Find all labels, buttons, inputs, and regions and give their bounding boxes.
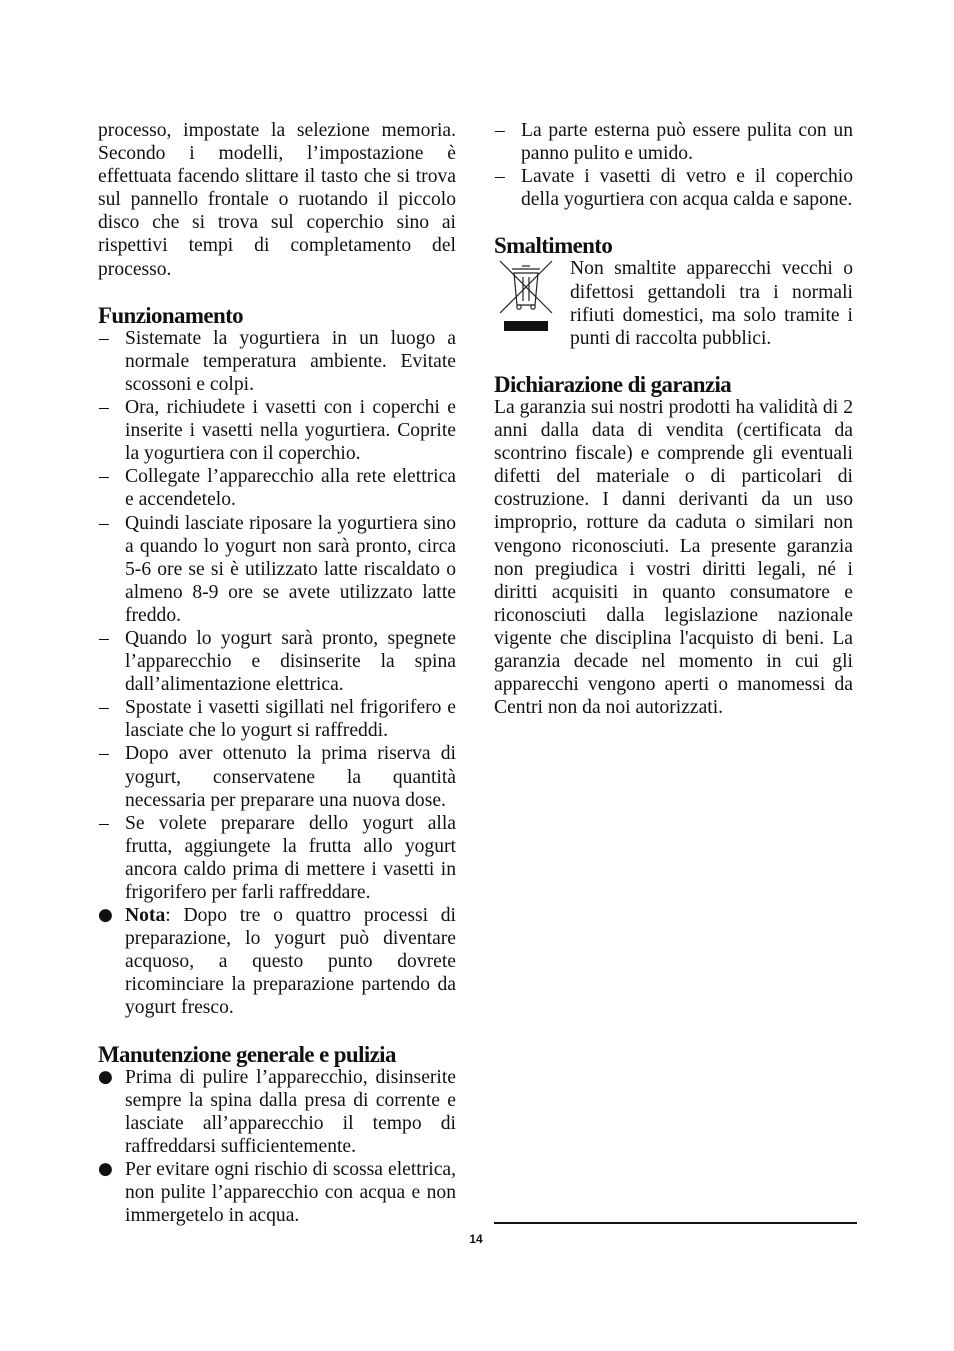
funzionamento-list (98, 327, 456, 1020)
list-item: – Dopo aver ottenuto la prima riserva di yogurt, conservatene la quantità necessaria per preparare una nuova dose. (99, 743, 456, 811)
garanzia-heading: Dichiarazione di garanzia (494, 371, 732, 397)
note-item (98, 904, 456, 1019)
garanzia-text: La garanzia sui nostri prodotti ha validità di 2 anni dalla data di vendita (certificata da scontrino fiscale) e comprende gli eventuali difetti del materiale o di particolari di costruzione. I danni derivanti da un uso improprio, rotture da caduta o similari non vengono riconosciuti. La presente garanzia non pregiudica i vostri diritti legali, né i diritti acquisiti in quanto consumatore e riconosciuti dalla legislazione nazionale vigente che disciplina l'acquisto di beni. La garanzia decade nel momento in cui gli apparecchi vengono aperti o manomessi da Centri non da noi autorizzati. (494, 396, 853, 719)
manutenzione-heading: Manutenzione generale e pulizia (98, 1041, 396, 1067)
list-item: – Se volete preparare dello yogurt alla frutta, aggiungete la frutta allo yogurt ancora caldo prima di mettere i vasetti in frigorifero per farli raffreddare. (99, 812, 456, 903)
smaltimento-text: Non smaltite apparecchi vecchi o difettosi gettandoli tra i normali rifiuti domestici, ma solo tramite i punti di raccolta pubblici. (570, 258, 853, 349)
list-item: – Lavate i vasetti di vetro e il coperchio della yogurtiera con acqua calda e sapone. (495, 166, 853, 211)
list-item: – Quindi lasciate riposare la yogurtiera sino a quando lo yogurt non sarà pronto, circa 5-6 ore se si è utilizzato latte riscaldato o almeno 8-9 ore se avete utilizzato latte freddo. (99, 512, 456, 626)
funzionamento-heading: Funzionamento (98, 302, 244, 328)
manutenzione-list (98, 1066, 456, 1228)
page-number: 14 (469, 1232, 483, 1246)
bullet-icon: ● (98, 1159, 113, 1180)
cleaning-list (494, 119, 853, 211)
bullet-icon: ● (98, 905, 113, 926)
list-item: – Sistemate la yogurtiera in un luogo a normale temperatura ambiente. Evitate scossoni e colpi. (99, 327, 456, 395)
smaltimento-heading: Smaltimento (494, 233, 613, 259)
crossed-out-wheelie-bin-icon (494, 257, 558, 341)
disposal-block (494, 257, 853, 349)
list-item: – Collegate l’apparecchio alla rete elettrica e accendetelo. (99, 466, 456, 511)
right-column (494, 119, 853, 719)
intro-paragraph: processo, impostate la selezione memoria. Secondo i modelli, l’impostazione è effettuata facendo slittare il tasto che si trova sul pannello frontale o ruotando il piccolo disco che si trova sul coperchio sino ai rispettivi tempi di completamento del processo. (98, 120, 456, 280)
bullet-icon: ● (98, 1066, 113, 1087)
list-item: – Spostate i vasetti sigillati nel frigorifero e lasciate che lo yogurt si raffreddi. (99, 697, 456, 742)
list-item: – La parte esterna può essere pulita con un panno pulito e umido. (495, 120, 853, 165)
list-item: – Quando lo yogurt sarà pronto, spegnete l’apparecchio e disinserite la spina dall’alimentazione elettrica. (99, 627, 456, 696)
list-item: ● Prima di pulire l’apparecchio, disinserite sempre la spina dalla presa di corrente e lasciate all’apparecchio il tempo di raffreddarsi sufficientemente. (98, 1066, 456, 1157)
footer-rule (494, 1222, 857, 1224)
list-item: – Ora, richiudete i vasetti con i coperchi e inserite i vasetti nella yogurtiera. Coprite la yogurtiera con il coperchio. (99, 397, 456, 465)
note-label: Nota (125, 905, 166, 927)
left-column (98, 119, 456, 1227)
note-text: : Dopo tre o quattro processi di preparazione, lo yogurt può diventare acquoso, a questo punto dovrete ricominciare la preparazione partendo da yogurt fresco. (125, 905, 456, 1019)
list-item: ● Per evitare ogni rischio di scossa elettrica, non pulite l’apparecchio con acqua e non immergetelo in acqua. (98, 1159, 456, 1227)
